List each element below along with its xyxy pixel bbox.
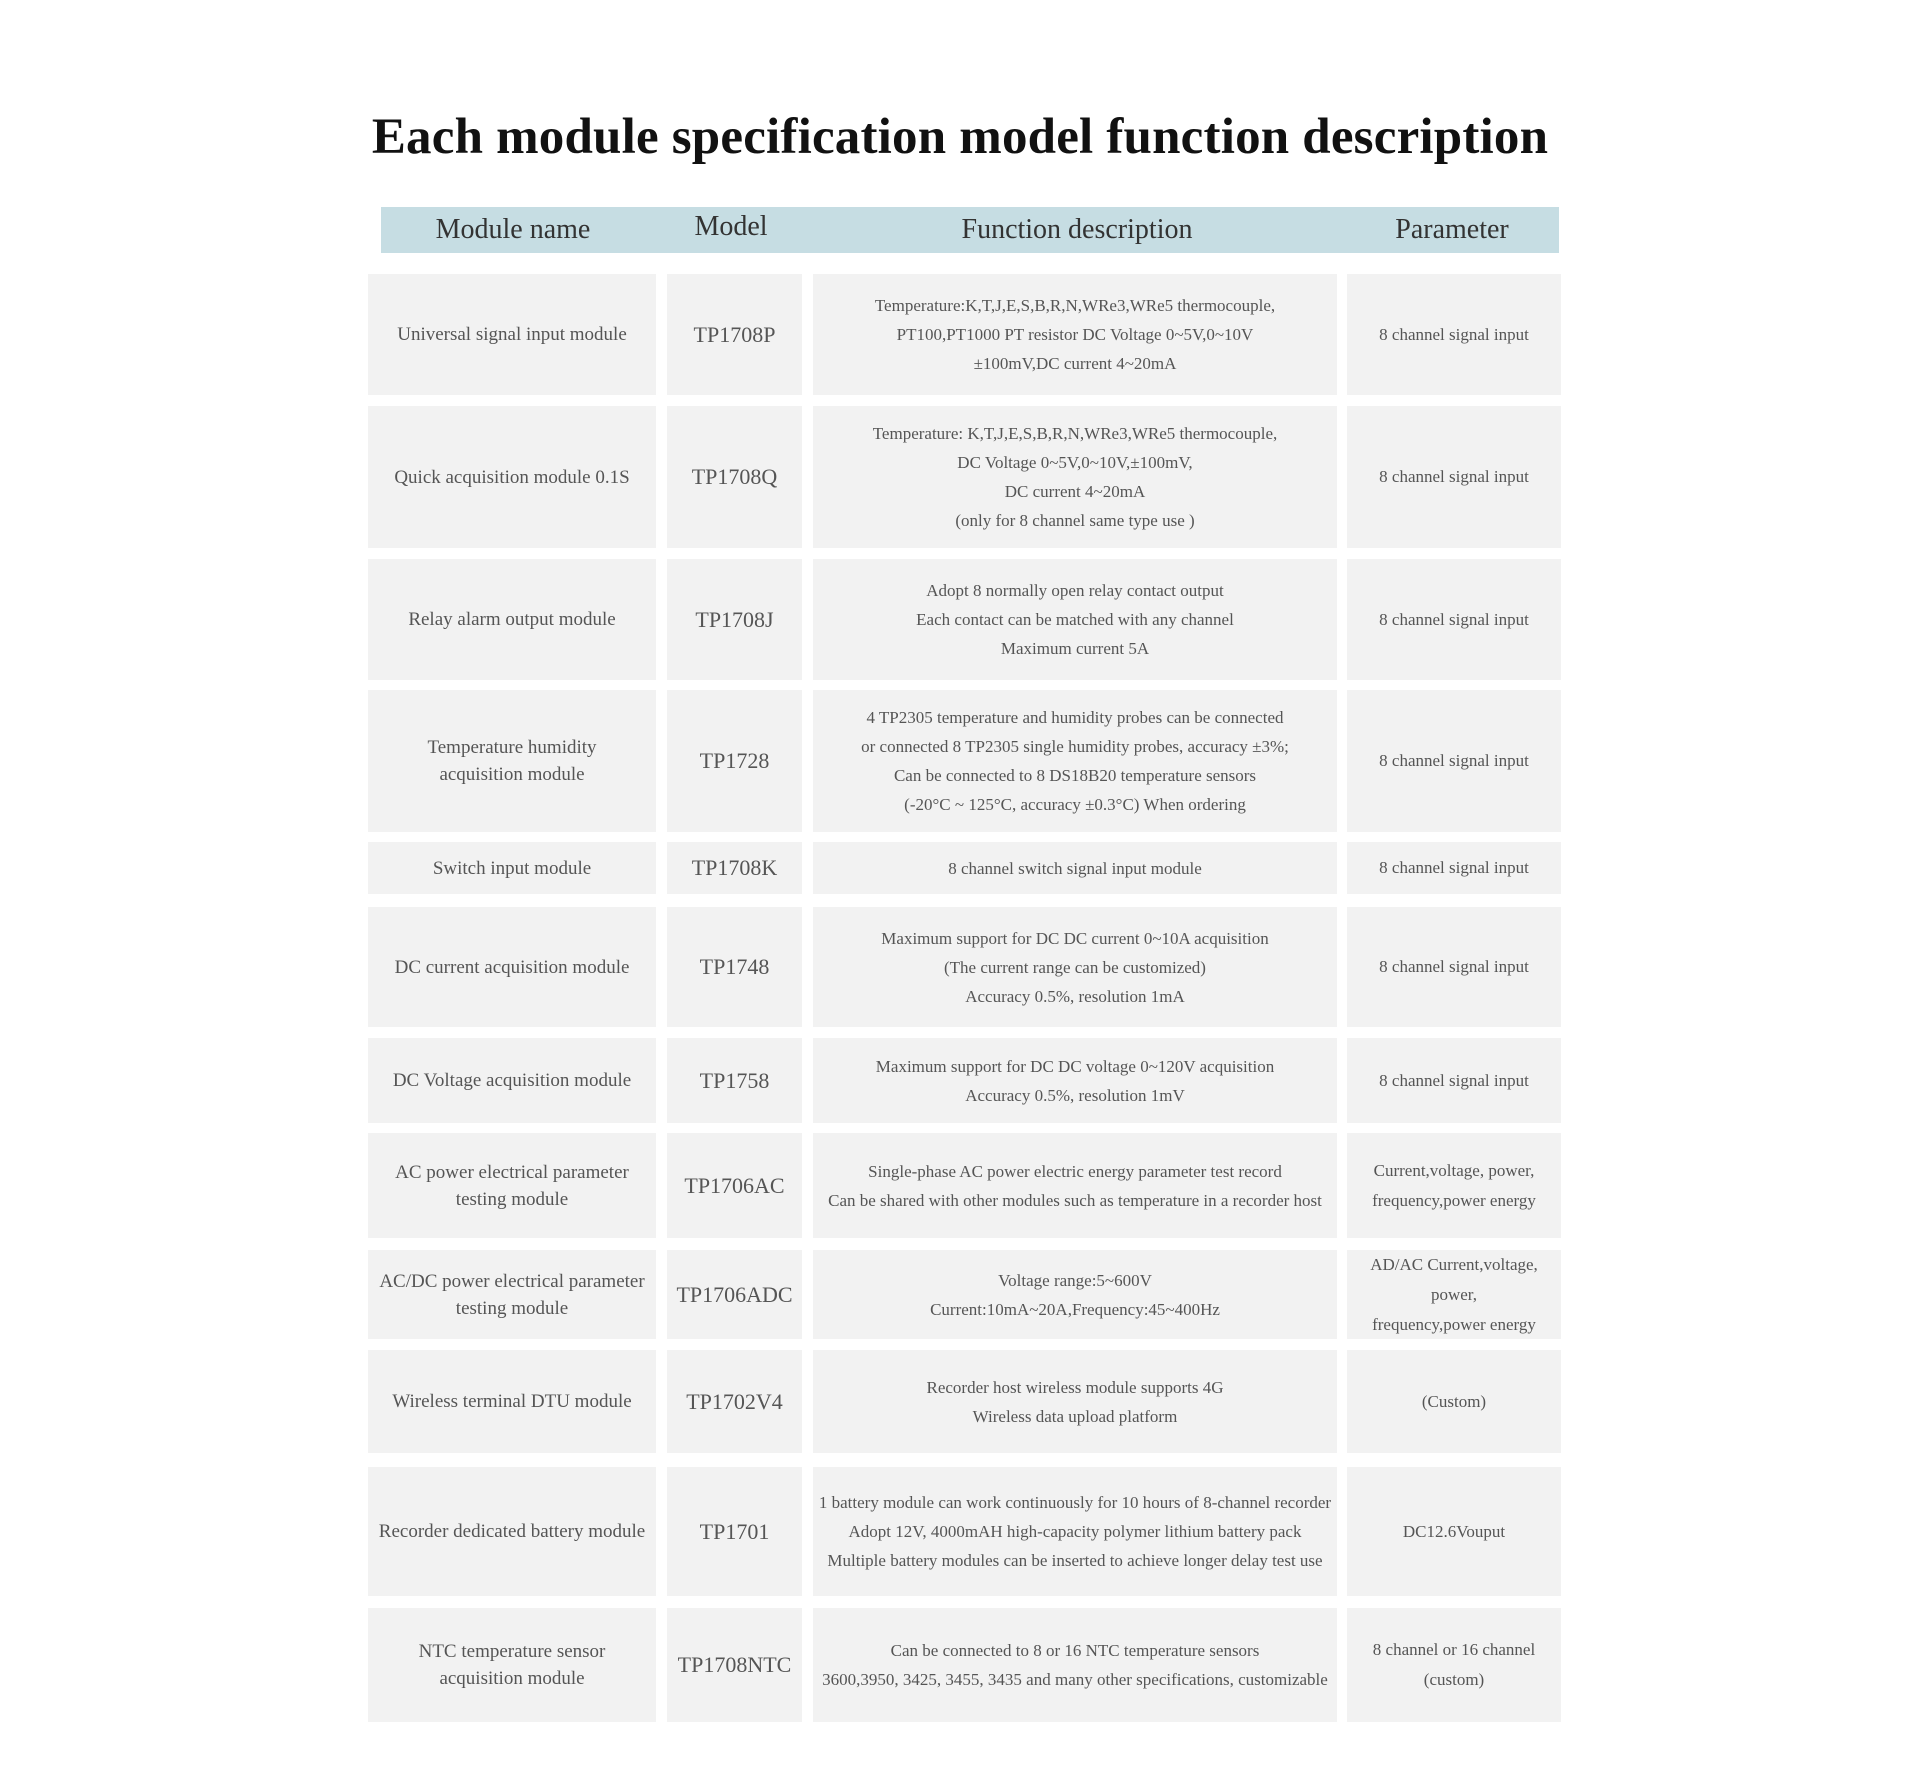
cell-function [813, 842, 1337, 894]
function-line: Can be connected to 8 or 16 NTC temperature sensors [890, 1641, 1260, 1660]
cell-model [667, 907, 802, 1027]
function-text [817, 576, 1333, 663]
cell-parameter [1347, 559, 1561, 680]
name-text [372, 606, 652, 633]
cell-parameter [1347, 1133, 1561, 1238]
parameter-line: 8 channel signal input [1379, 609, 1529, 629]
cell-parameter [1347, 1608, 1561, 1722]
parameter-line: 8 channel signal input [1379, 858, 1529, 877]
function-line: Multiple battery modules can be inserted to achieve longer delay test use [827, 1551, 1323, 1570]
parameter-line: 8 channel signal input [1379, 324, 1529, 344]
function-line: DC Voltage 0~5V,0~10V,±100mV, [957, 453, 1193, 472]
cell-model [667, 1467, 802, 1596]
cell-name [368, 907, 656, 1027]
name-line: testing module [455, 1188, 569, 1210]
name-text [372, 734, 652, 788]
parameter-text [1351, 746, 1557, 776]
parameter-line: 8 channel signal input [1379, 751, 1529, 770]
cell-function [813, 907, 1337, 1027]
cell-function [813, 559, 1337, 680]
function-text [817, 291, 1333, 378]
function-line: or connected 8 TP2305 single humidity probes, accuracy ±3%; [861, 737, 1289, 756]
parameter-text [1351, 1517, 1557, 1547]
name-line: acquisition module [439, 764, 585, 785]
parameter-text [1351, 952, 1557, 982]
model-text: TP1708Q [691, 464, 778, 489]
function-text [817, 1373, 1333, 1431]
function-line: 3600,3950, 3425, 3455, 3435 and many other specifications, customizable [822, 1670, 1328, 1689]
cell-function [813, 1133, 1337, 1238]
cell-parameter [1347, 1038, 1561, 1123]
function-line: Single-phase AC power electric energy parameter test record [868, 1161, 1282, 1181]
cell-function [813, 1608, 1337, 1722]
function-line: Accuracy 0.5%, resolution 1mV [965, 1085, 1185, 1105]
parameter-text [1351, 605, 1557, 635]
parameter-text [1351, 1066, 1557, 1096]
name-line: DC current acquisition module [394, 956, 630, 978]
name-text [372, 1268, 652, 1322]
name-text [372, 954, 652, 981]
function-text [817, 854, 1333, 883]
cell-function [813, 690, 1337, 832]
function-line: 1 battery module can work continuously for 10 hours of 8-channel recorder [818, 1493, 1332, 1512]
name-text [372, 464, 652, 491]
cell-name [368, 690, 656, 832]
parameter-text [1351, 1250, 1557, 1340]
function-line: Adopt 8 normally open relay contact output [926, 581, 1224, 600]
parameter-text [1351, 320, 1557, 350]
cell-name [368, 1467, 656, 1596]
cell-parameter [1347, 406, 1561, 548]
name-line: NTC temperature sensor [418, 1641, 606, 1662]
function-line: DC current 4~20mA [1004, 482, 1146, 501]
cell-name [368, 1350, 656, 1453]
cell-model [667, 1133, 802, 1238]
name-line: Temperature humidity [427, 737, 597, 758]
cell-parameter [1347, 690, 1561, 832]
function-line: Can be connected to 8 DS18B20 temperature sensors [893, 766, 1257, 785]
cell-name [368, 1038, 656, 1123]
function-line: Current:10mA~20A,Frequency:45~400Hz [930, 1299, 1220, 1319]
function-line: Maximum support for DC DC current 0~10A acquisition [881, 928, 1269, 948]
header-parameter: Parameter [1395, 214, 1509, 245]
function-text [817, 703, 1333, 819]
model-text: TP1702V4 [686, 1388, 783, 1414]
function-line: Recorder host wireless module supports 4G [926, 1377, 1224, 1397]
name-line: Relay alarm output module [408, 609, 616, 630]
function-line: Temperature:K,T,J,E,S,B,R,N,WRe3,WRe5 thermocouple, [874, 296, 1276, 315]
parameter-line: 8 channel or 16 channel (custom) [1372, 1640, 1536, 1689]
cell-name [368, 1608, 656, 1722]
function-line: Adopt 12V, 4000mAH high-capacity polymer lithium battery pack [848, 1522, 1302, 1541]
function-text [817, 1266, 1333, 1324]
cell-model [667, 1038, 802, 1123]
function-line: (only for 8 channel same type use ) [955, 511, 1195, 530]
cell-parameter [1347, 1350, 1561, 1453]
model-text: TP1701 [699, 1518, 770, 1544]
cell-function [813, 1467, 1337, 1596]
cell-model [667, 690, 802, 832]
cell-name [368, 559, 656, 680]
parameter-line: (Custom) [1421, 1391, 1487, 1411]
name-line: AC power electrical parameter [395, 1161, 629, 1183]
function-line: Each contact can be matched with any channel [916, 610, 1234, 629]
cell-parameter [1347, 907, 1561, 1027]
name-line: Quick acquisition module 0.1S [394, 466, 630, 488]
model-text: TP1708P [693, 321, 776, 347]
cell-model [667, 274, 802, 395]
cell-model [667, 1350, 802, 1453]
function-line: Temperature: K,T,J,E,S,B,R,N,WRe3,WRe5 thermocouple, [872, 424, 1278, 443]
header-function-description: Function description [961, 214, 1193, 245]
model-text: TP1708NTC [677, 1652, 792, 1677]
function-text [817, 1488, 1333, 1575]
model-text: TP1728 [699, 748, 770, 773]
model-text: TP1708J [695, 606, 774, 632]
parameter-text [1351, 462, 1557, 492]
function-line: Wireless data upload platform [972, 1406, 1178, 1426]
name-line: DC Voltage acquisition module [392, 1070, 632, 1091]
name-text [372, 1518, 652, 1545]
model-text: TP1758 [699, 1067, 770, 1093]
function-line: Maximum current 5A [1000, 639, 1150, 658]
name-text [372, 1388, 652, 1415]
function-line: Voltage range:5~600V [998, 1270, 1152, 1290]
parameter-text [1351, 1635, 1557, 1695]
parameter-line: frequency,power energy [1372, 1190, 1536, 1210]
function-text [817, 1157, 1333, 1215]
cell-name [368, 1250, 656, 1339]
cell-function [813, 274, 1337, 395]
page-title: Each module specification model function description [371, 109, 1549, 165]
function-line: PT100,PT1000 PT resistor DC Voltage 0~5V,0~10V [896, 325, 1254, 344]
function-line: 8 channel switch signal input module [948, 858, 1202, 878]
cell-parameter [1347, 1467, 1561, 1596]
parameter-line: frequency,power energy [1372, 1314, 1536, 1334]
parameter-text [1351, 1387, 1557, 1417]
function-line: (-20°C ~ 125°C, accuracy ±0.3°C) When ordering [904, 795, 1246, 814]
function-line: Accuracy 0.5%, resolution 1mA [965, 986, 1185, 1006]
function-line: Maximum support for DC DC voltage 0~120V acquisition [875, 1056, 1275, 1076]
cell-name [368, 406, 656, 548]
cell-name [368, 842, 656, 894]
name-line: AC/DC power electrical parameter [379, 1270, 645, 1292]
function-line: ±100mV,DC current 4~20mA [973, 354, 1177, 373]
cell-function [813, 1350, 1337, 1453]
name-line: Wireless terminal DTU module [392, 1391, 632, 1412]
parameter-text [1351, 853, 1557, 883]
function-line: 4 TP2305 temperature and humidity probes can be connected [866, 708, 1284, 727]
name-line: acquisition module [439, 1668, 585, 1689]
function-line: (The current range can be customized) [944, 957, 1206, 977]
function-text [817, 1636, 1333, 1694]
model-text: TP1708K [691, 855, 778, 880]
model-text: TP1748 [699, 954, 770, 979]
parameter-line: 8 channel signal input [1379, 467, 1529, 486]
function-text [817, 419, 1333, 535]
header-model: Model [694, 211, 768, 242]
header-module-name: Module name [435, 214, 591, 245]
cell-function [813, 1250, 1337, 1339]
name-text [372, 1067, 652, 1094]
parameter-line: 8 channel signal input [1379, 1070, 1529, 1090]
cell-parameter [1347, 1250, 1561, 1339]
name-line: testing module [455, 1297, 569, 1319]
parameter-line: 8 channel signal input [1379, 957, 1529, 976]
function-text [817, 924, 1333, 1011]
cell-model [667, 1608, 802, 1722]
parameter-line: Current,voltage, power, [1373, 1160, 1535, 1180]
cell-parameter [1347, 274, 1561, 395]
cell-model [667, 1250, 802, 1339]
name-text [372, 1638, 652, 1692]
parameter-line: AD/AC Current,voltage, power, [1370, 1254, 1538, 1304]
name-text [372, 321, 652, 348]
name-line: Switch input module [432, 857, 592, 879]
name-line: Universal signal input module [397, 324, 627, 345]
cell-model [667, 406, 802, 548]
cell-name [368, 274, 656, 395]
cell-function [813, 406, 1337, 548]
parameter-line: DC12.6Vouput [1402, 1521, 1506, 1541]
name-text [372, 1159, 652, 1213]
cell-name [368, 1133, 656, 1238]
function-text [817, 1052, 1333, 1110]
name-text [372, 855, 652, 882]
cell-model [667, 559, 802, 680]
cell-parameter [1347, 842, 1561, 894]
parameter-text [1351, 1156, 1557, 1216]
cell-function [813, 1038, 1337, 1123]
cell-model [667, 842, 802, 894]
name-line: Recorder dedicated battery module [378, 1521, 646, 1542]
model-text: TP1706AC [684, 1172, 785, 1198]
function-line: Can be shared with other modules such as temperature in a recorder host [828, 1190, 1322, 1210]
model-text: TP1706ADC [676, 1281, 793, 1307]
